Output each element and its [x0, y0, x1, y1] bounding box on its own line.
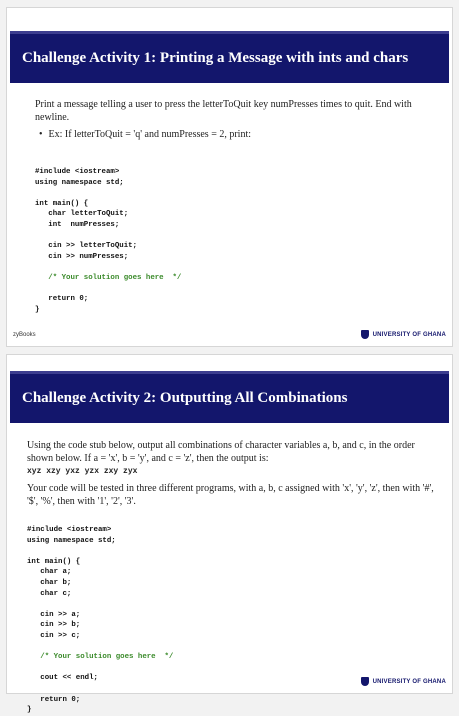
code-line: }: [27, 706, 32, 715]
slide-1: [6, 7, 453, 347]
slide-2-code-block: [27, 525, 173, 716]
slide-1-code-block: [35, 167, 181, 315]
code-line: /* Your solution goes here */: [35, 273, 182, 282]
slide-1-bullet-text: Ex: If letterToQuit = 'q' and numPresses = 2, print:: [48, 129, 252, 140]
university-logo-text: UNIVERSITY OF GHANA: [372, 678, 446, 685]
code-line: using namespace std;: [27, 536, 116, 545]
slide-2-instructions: [27, 439, 437, 508]
code-line: return 0;: [27, 695, 81, 704]
slide-1-bullet: [39, 128, 435, 141]
code-line: int main() {: [27, 557, 81, 566]
slide-1-instructions: [35, 98, 435, 141]
university-logo-text: UNIVERSITY OF GHANA: [372, 331, 446, 338]
code-line: using namespace std;: [35, 178, 124, 187]
slide-2-paragraph-2: Your code will be tested in three different programs, with a, b, c assigned with 'x', 'y', 'z', then with '#', '$', '%', then with '1', '2', '3'.: [27, 483, 434, 507]
slide-2-title: Challenge Activity 2: Outputting All Combinations: [10, 371, 449, 423]
university-logo: [361, 330, 446, 339]
code-line: cout << endl;: [27, 674, 98, 683]
slide-1-paragraph: Print a message telling a user to press the letterToQuit key numPresses times to quit. End with newline.: [35, 99, 412, 123]
code-line: #include <iostream>: [35, 168, 120, 176]
code-line: cin >> letterToQuit;: [35, 242, 138, 251]
slide-2: [6, 354, 453, 715]
slide-1-source-label: zyBooks: [13, 332, 36, 338]
code-line: int main() {: [35, 199, 89, 208]
code-line: #include <iostream>: [27, 526, 112, 534]
university-logo: [361, 677, 446, 686]
code-line: char c;: [27, 589, 72, 598]
code-line: cin >> c;: [27, 631, 81, 640]
expected-output: xyz xzy yxz yzx zxy zyx: [27, 467, 138, 476]
code-line: /* Your solution goes here */: [27, 653, 174, 662]
code-line: cin >> b;: [27, 621, 81, 630]
bullet-icon: •: [39, 129, 43, 140]
code-line: }: [35, 305, 40, 314]
code-line: int numPresses;: [35, 220, 120, 229]
slide-1-title: Challenge Activity 1: Printing a Message with ints and chars: [10, 31, 449, 83]
crest-icon: [361, 330, 369, 339]
code-line: char letterToQuit;: [35, 210, 129, 219]
crest-icon: [361, 677, 369, 686]
code-line: return 0;: [35, 295, 89, 304]
code-line: char a;: [27, 568, 72, 577]
code-line: char b;: [27, 578, 72, 587]
slide-2-paragraph-1: Using the code stub below, output all combinations of character variables a, b, and c, in the order shown below. If a = 'x', b = 'y', and c = 'z', then the output is:: [27, 440, 415, 464]
code-line: cin >> numPresses;: [35, 252, 129, 261]
code-line: cin >> a;: [27, 610, 81, 619]
